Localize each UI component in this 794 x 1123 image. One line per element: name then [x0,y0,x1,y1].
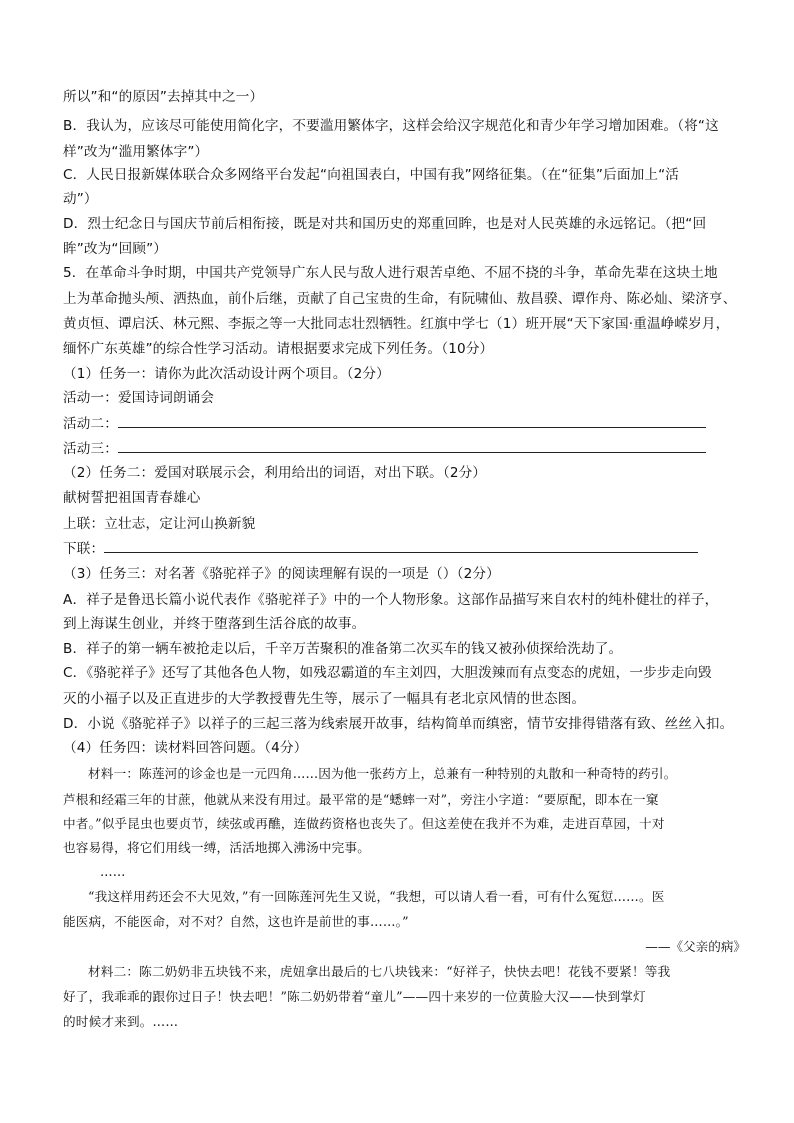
material-1-source: ——《父亲的病》 [645,939,746,954]
material-text-line: “我这样用药还会不大见效，”有一回陈莲河先生又说，“我想，可以请人看一看，可有什么冤愆……。医 [88,889,665,904]
material-text-line: 芦根和经霜三年的甘蔗，他就从来没有用过。最平常的是“蟋蟀一对”，旁注小字道：“要原配，即本在一窠 [63,792,659,807]
question-5-line: 5．在革命斗争时期，中国共产党领导广东人民与敌人进行艰苦卓绝、不屈不挠的斗争，革命先辈在这块土地 [63,265,718,281]
activity-1-line: 活动一：爱国诗词朗诵会 [63,390,215,406]
activity-3-answer-blank[interactable] [118,439,706,453]
material-2-line: 材料二：陈二奶奶非五块钱不来，虎妞拿出最后的七八块钱来：“好祥子，快快去吧！花钱不要紧！等我 [88,964,671,979]
option-b-line: B．我认为，应该尽可能使用简化字，不要滥用繁体字，这样会给汉字规范化和青少年学习增加困难。（将“这 [63,118,719,134]
lower-couplet-row [63,539,698,559]
task-3-option-d: D．小说《骆驼祥子》以祥子的三起三落为线索展开故事，结构简单而缜密，情节安排得错落有致、丝丝入扣。 [63,716,734,732]
ellipsis-line: …… [100,864,126,879]
text-line: 灭的小福子以及正直进步的大学教授曹先生等，展示了一幅具有老北京风情的世态图。 [63,691,586,707]
text-line: 到上海谋生创业，并终于堕落到生活谷底的故事。 [63,616,366,632]
text-line: 黄贞恒、谭启沃、林元熙、李振之等一大批同志壮烈牺牲。红旗中学七（1）班开展“天下家国·重温峥嵘岁月， [63,316,730,332]
material-text-line: 的时候才来到。…… [63,1014,179,1029]
text-line: 上为革命抛头颅、洒热血，前仆后继，贡献了自己宝贵的生命，有阮啸仙、敖昌骙、谭作舟、陈必灿、梁济亨、 [63,291,737,307]
text-line: 样”改为“滥用繁体字”） [63,144,209,160]
task-3-line: （3）任务三：对名著《骆驼祥子》的阅读理解有误的一项是（）（2分） [63,566,500,582]
material-text-line: 好了，我乖乖的跟你过日子！快去吧！”陈二奶奶带着“童儿”——四十来岁的一位黄脸大汉——快到掌灯 [63,989,646,1004]
activity-3-label: 活动三： [63,441,118,457]
activity-3-row [63,439,706,459]
activity-2-answer-blank[interactable] [118,414,706,428]
material-1-line: 材料一：陈莲河的诊金也是一元四角……因为他一张药方上，总兼有一种特别的丸散和一种奇特的药引。 [88,766,677,781]
activity-2-label: 活动二： [63,416,118,432]
lower-couplet-answer-blank[interactable] [104,539,698,553]
text-line: 眸”改为“回顾”） [63,241,168,257]
task-2-line: （2）任务二：爱国对联展示会，利用给出的词语，对出下联。（2分） [63,465,487,481]
upper-couplet-line: 上联：立壮志，定让河山换新貌 [63,516,256,532]
material-text-line: 中者。”似乎昆虫也要贞节，续弦或再醮，连做药资格也丧失了。但这差使在我并不为难，走进百草园，十对 [63,816,665,831]
task-4-line: （4）任务四：读材料回答问题。（4分） [63,740,308,756]
option-d-line: D．烈士纪念日与国庆节前后相衔接，既是对共和国历史的郑重回眸，也是对人民英雄的永远铭记。（把“回 [63,216,707,232]
material-text-line: 能医病，不能医命，对不对？自然，这也许是前世的事……。” [63,914,409,929]
word-bank-line: 献树誓把祖国青春雄心 [63,490,201,506]
option-c-line: C．人民日报新媒体联合众多网络平台发起“向祖国表白，中国有我”网络征集。（在“征集”后面加上“活 [63,167,680,183]
text-line: 所以”和“的原因”去掉其中之一） [63,89,264,105]
text-line: 缅怀广东英雄”的综合性学习活动。请根据要求完成下列任务。（10分） [63,341,494,357]
lower-couplet-label: 下联： [63,541,105,557]
task-3-option-b: B．祥子的第一辆车被抢走以后，千辛万苦聚积的准备第二次买车的钱又被孙侦探给洗劫了。 [63,641,623,657]
task-3-option-a: A．祥子是鲁迅长篇小说代表作《骆驼祥子》中的一个人物形象。这部作品描写来自农村的纯朴健壮的祥子， [63,592,719,608]
task-1-line: （1）任务一：请你为此次活动设计两个项目。（2分） [63,366,390,382]
material-text-line: 也容易得，将它们用线一缚，活活地掷入沸汤中完事。 [63,840,371,855]
activity-2-row [63,414,706,434]
text-line: 动”） [63,191,98,207]
task-3-option-c: C．《骆驼祥子》还写了其他各色人物，如残忍霸道的车主刘四，大胆泼辣而有点变态的虎妞，一步步走向毁 [63,665,712,681]
